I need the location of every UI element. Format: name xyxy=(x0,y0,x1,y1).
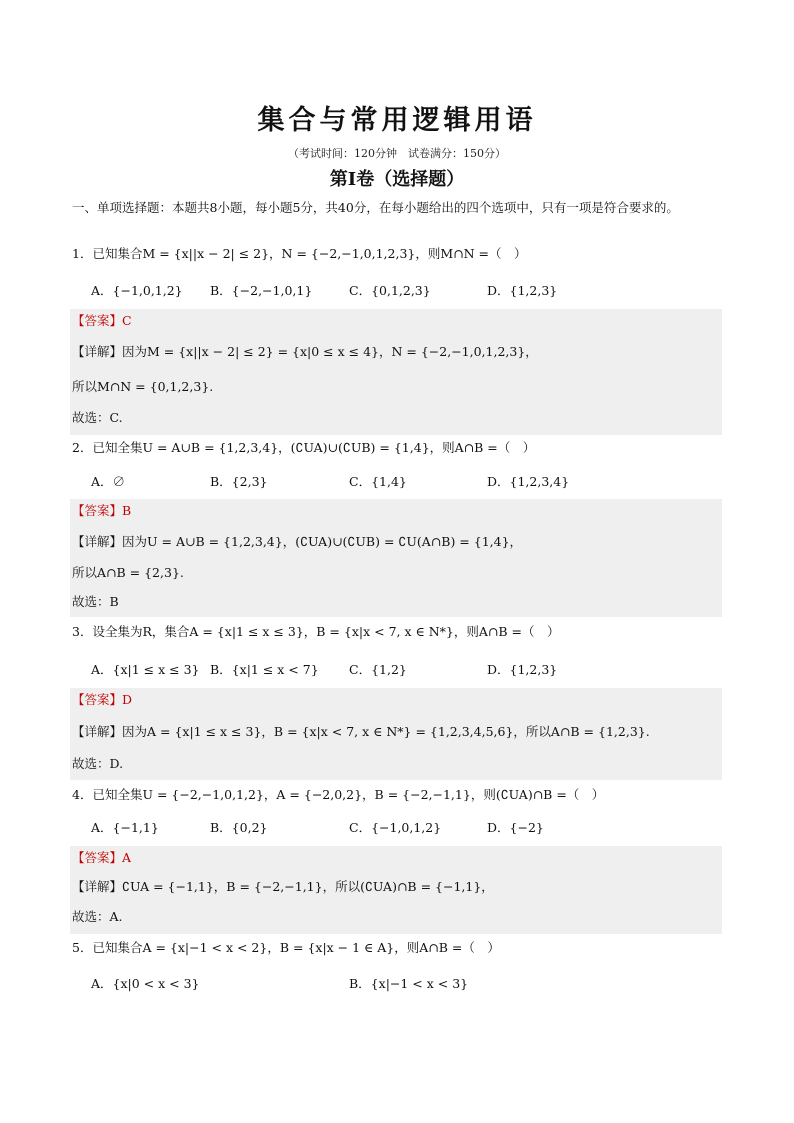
question-4-stem: 4．已知全集U = {−2,−1,0,1,2}，A = {−2,0,2}，B = {−2,−1,1}，则(∁UA)∩B =（ ） xyxy=(72,787,605,802)
q1-solution-box xyxy=(70,309,722,435)
q4-detail-line-1: 【详解】∁UA = {−1,1}，B = {−2,−1,1}，所以(∁UA)∩B = {−1,1}， xyxy=(72,879,494,894)
page-title: 集合与常用逻辑用语 xyxy=(257,105,537,136)
q2-option-c: C．{1,4} xyxy=(349,474,407,489)
q2-option-a: A．∅ xyxy=(91,474,126,489)
q3-option-c: C．{1,2} xyxy=(349,662,407,677)
q2-detail-line-3: 故选：B xyxy=(72,594,119,609)
q4-answer: 【答案】A xyxy=(72,850,132,865)
question-1-stem: 1．已知集合M = {x||x − 2| ≤ 2}，N = {−2,−1,0,1,2,3}，则M∩N =（ ） xyxy=(72,246,527,261)
q4-option-c: C．{−1,0,1,2} xyxy=(349,820,442,835)
q1-detail-line-1: 【详解】因为M = {x||x − 2| ≤ 2} = {x|0 ≤ x ≤ 4}，N = {−2,−1,0,1,2,3}， xyxy=(72,344,538,359)
question-3-stem: 3．设全集为R，集合A = {x|1 ≤ x ≤ 3}，B = {x|x < 7, x ∈ N*}，则A∩B =（ ） xyxy=(72,624,560,639)
exam-subtitle: （考试时间：120分钟 试卷满分：150分） xyxy=(288,147,506,160)
q4-option-a: A．{−1,1} xyxy=(91,820,159,835)
q4-option-d: D．{−2} xyxy=(487,820,544,835)
q3-answer: 【答案】D xyxy=(72,692,133,707)
q3-detail-line-2: 故选：D. xyxy=(72,756,124,771)
q4-detail-line-2: 故选：A. xyxy=(72,909,123,924)
question-5-stem: 5．已知集合A = {x|−1 < x < 2}，B = {x|x − 1 ∈ A}，则A∩B =（ ） xyxy=(72,940,500,955)
q3-option-a: A．{x|1 ≤ x ≤ 3} xyxy=(91,662,200,677)
q1-option-a: A．{−1,0,1,2} xyxy=(91,283,183,298)
q1-detail-line-3: 故选：C. xyxy=(72,410,123,425)
q2-detail-line-2: 所以A∩B = {2,3}. xyxy=(72,565,184,580)
q1-option-b: B．{−2,−1,0,1} xyxy=(210,283,313,298)
q4-option-b: B．{0,2} xyxy=(210,820,268,835)
volume-heading: 第I卷（选择题） xyxy=(329,169,465,190)
q5-option-b: B．{x|−1 < x < 3} xyxy=(349,976,469,991)
q2-option-d: D．{1,2,3,4} xyxy=(487,474,570,489)
q1-detail-line-2: 所以M∩N = {0,1,2,3}. xyxy=(72,379,214,394)
q1-option-c: C．{0,1,2,3} xyxy=(349,283,431,298)
q1-answer: 【答案】C xyxy=(72,313,132,328)
q2-option-b: B．{2,3} xyxy=(210,474,268,489)
q3-detail-line-1: 【详解】因为A = {x|1 ≤ x ≤ 3}，B = {x|x < 7, x ∈ N*} = {1,2,3,4,5,6}，所以A∩B = {1,2,3}. xyxy=(72,724,650,739)
q5-option-a: A．{x|0 < x < 3} xyxy=(91,976,200,991)
q2-detail-line-1: 【详解】因为U = A∪B = {1,2,3,4}，(∁UA)∪(∁UB) = ∁U(A∩B) = {1,4}， xyxy=(72,534,523,549)
question-2-stem: 2．已知全集U = A∪B = {1,2,3,4}，(∁UA)∪(∁UB) = {1,4}，则A∩B =（ ） xyxy=(72,440,536,455)
q3-option-b: B．{x|1 ≤ x < 7} xyxy=(210,662,319,677)
q1-option-d: D．{1,2,3} xyxy=(487,283,558,298)
q2-answer: 【答案】B xyxy=(72,503,132,518)
section-intro: 一、单项选择题：本题共8小题，每小题5分，共40分，在每小题给出的四个选项中，只有一项是符合要求的。 xyxy=(72,200,679,215)
q3-option-d: D．{1,2,3} xyxy=(487,662,558,677)
q2-solution-box xyxy=(70,499,722,617)
